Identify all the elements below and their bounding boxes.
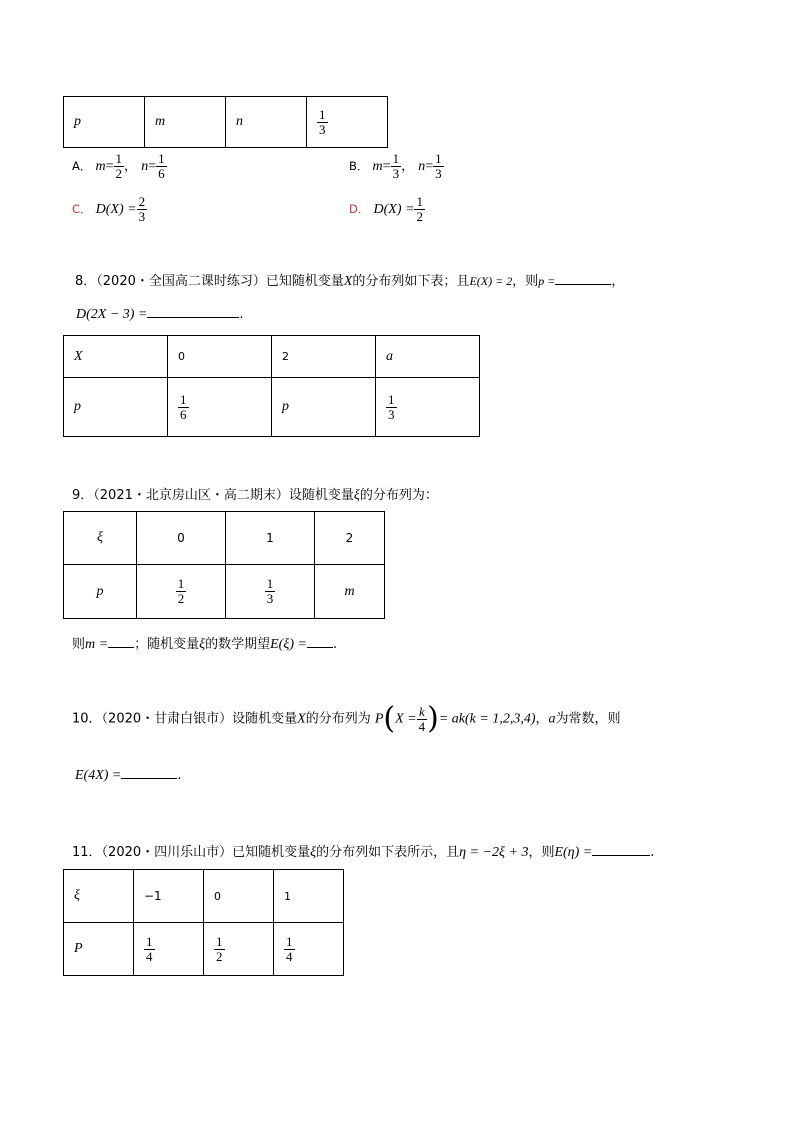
math-var: X bbox=[297, 711, 306, 727]
math-expr: D(X) = bbox=[373, 202, 415, 217]
math-var: a bbox=[548, 711, 556, 727]
cell-text: p bbox=[96, 583, 104, 599]
math-var: m bbox=[95, 159, 106, 174]
denominator: 3 bbox=[319, 121, 326, 137]
question-text: ， bbox=[535, 711, 549, 727]
numerator: 1 bbox=[216, 933, 223, 949]
question-9-answer bbox=[72, 633, 337, 653]
question-text: 的分布列如下表；且 bbox=[352, 274, 470, 289]
cell-text: p bbox=[74, 114, 81, 129]
math-eq: = bbox=[382, 159, 391, 174]
cell-text: 2 bbox=[282, 350, 289, 363]
question-8 bbox=[75, 270, 624, 290]
numerator: 1 bbox=[286, 933, 293, 949]
question-text: ，则 bbox=[528, 845, 555, 860]
q8-distribution-table bbox=[63, 335, 480, 437]
question-text: 11．（2020・四川乐山市）已知随机变量 bbox=[72, 845, 311, 860]
comma: ， bbox=[124, 159, 138, 174]
denominator: 2 bbox=[216, 948, 223, 964]
option-c[interactable] bbox=[72, 195, 147, 224]
denominator: 4 bbox=[146, 948, 153, 964]
option-d[interactable] bbox=[349, 195, 425, 224]
cell-text: X bbox=[74, 348, 83, 364]
fraction bbox=[114, 152, 125, 181]
table-cell bbox=[226, 97, 307, 148]
math-var: ξ bbox=[353, 488, 360, 503]
fraction bbox=[214, 935, 225, 964]
fraction bbox=[317, 108, 328, 137]
fraction bbox=[156, 152, 167, 181]
question-text: 10．（2020・甘肃白银市）设随机变量 bbox=[72, 711, 298, 727]
fraction bbox=[178, 393, 189, 422]
numerator: 1 bbox=[180, 391, 187, 407]
math-eq: = bbox=[105, 159, 114, 174]
cell-text: 2 bbox=[345, 530, 354, 545]
table-cell bbox=[307, 97, 388, 148]
question-text: 为常数，则 bbox=[555, 711, 621, 727]
fraction bbox=[284, 935, 295, 964]
denominator: 4 bbox=[418, 718, 426, 734]
math-var: X bbox=[343, 274, 353, 289]
question-text: 的分布列为 bbox=[305, 711, 371, 727]
cell-text: m bbox=[155, 114, 166, 129]
denominator: 6 bbox=[158, 166, 165, 181]
math-var: P bbox=[374, 711, 384, 727]
math-eq: = bbox=[425, 159, 434, 174]
denominator: 3 bbox=[138, 209, 146, 224]
table-cell bbox=[64, 923, 134, 976]
answer-blank[interactable] bbox=[108, 635, 134, 648]
denominator: 3 bbox=[435, 166, 442, 181]
denominator: 2 bbox=[416, 209, 423, 224]
fraction bbox=[144, 935, 155, 964]
answer-blank[interactable] bbox=[592, 843, 650, 856]
comma: ， bbox=[401, 159, 415, 174]
table-cell bbox=[315, 565, 385, 619]
cell-text: 0 bbox=[177, 530, 185, 545]
question-10 bbox=[72, 701, 621, 736]
question-text: . bbox=[239, 307, 244, 322]
math-expr: D(X) = bbox=[95, 202, 137, 217]
table-cell bbox=[64, 336, 168, 378]
denominator: 2 bbox=[115, 166, 123, 181]
denominator: 3 bbox=[392, 166, 400, 181]
math-var: m bbox=[372, 159, 383, 174]
math-expr: = ak(k = 1,2,3,4) bbox=[438, 711, 536, 727]
paren-right: ) bbox=[427, 701, 439, 736]
table-cell bbox=[226, 512, 315, 565]
cell-text: P bbox=[74, 941, 83, 956]
math-var: n bbox=[141, 159, 149, 174]
math-eq: = bbox=[148, 159, 157, 174]
cell-text: 0 bbox=[178, 350, 185, 363]
answer-blank[interactable] bbox=[147, 305, 239, 318]
table-cell bbox=[168, 378, 272, 437]
table-cell bbox=[376, 336, 480, 378]
numerator: 1 bbox=[388, 391, 395, 407]
answer-blank[interactable] bbox=[121, 766, 177, 779]
table-cell bbox=[315, 512, 385, 565]
question-text: ；随机变量 bbox=[134, 637, 200, 652]
cell-text: p bbox=[282, 399, 289, 414]
math-expr: E(X) = 2 bbox=[469, 274, 513, 288]
numerator: 1 bbox=[435, 151, 442, 166]
question-text: 的分布列为： bbox=[359, 488, 438, 503]
answer-blank[interactable] bbox=[307, 635, 333, 648]
cell-text: ξ bbox=[97, 530, 103, 545]
question-text: 8．（2020・全国高二课时练习）已知随机变量 bbox=[75, 274, 344, 289]
fraction bbox=[386, 393, 397, 422]
table-cell bbox=[274, 870, 344, 923]
fraction bbox=[433, 152, 444, 181]
math-var: ξ bbox=[310, 845, 317, 860]
question-9 bbox=[72, 484, 438, 504]
option-label: A． bbox=[72, 159, 92, 173]
table-cell bbox=[64, 565, 137, 619]
q9-distribution-table bbox=[63, 511, 385, 619]
denominator: 4 bbox=[286, 948, 293, 964]
cell-text: −1 bbox=[144, 888, 162, 903]
math-expr: η = −2ξ + 3 bbox=[459, 845, 529, 860]
option-b[interactable] bbox=[349, 152, 444, 181]
question-text: 的数学期望 bbox=[205, 637, 271, 652]
math-expr: m = bbox=[85, 637, 109, 652]
denominator: 2 bbox=[177, 591, 185, 606]
question-text: . bbox=[177, 768, 182, 783]
table-cell bbox=[137, 565, 226, 619]
math-expr: p = bbox=[538, 274, 556, 288]
option-a[interactable] bbox=[72, 152, 167, 181]
table-cell bbox=[137, 512, 226, 565]
cell-text: m bbox=[344, 583, 355, 599]
cell-text: p bbox=[74, 399, 81, 414]
cell-text: n bbox=[236, 114, 243, 129]
table-cell bbox=[145, 97, 226, 148]
question-text: 则 bbox=[72, 637, 86, 652]
cell-text: a bbox=[386, 348, 393, 364]
fraction bbox=[176, 577, 187, 606]
math-expr: D(2X − 3) = bbox=[76, 307, 148, 322]
question-text: ， bbox=[611, 274, 625, 289]
fraction bbox=[265, 577, 276, 606]
top-distribution-table bbox=[63, 96, 388, 148]
numerator: 1 bbox=[266, 576, 274, 591]
cell-text: ξ bbox=[74, 888, 80, 903]
numerator: 1 bbox=[158, 151, 165, 166]
table-cell bbox=[376, 378, 480, 437]
table-cell bbox=[226, 565, 315, 619]
numerator: 1 bbox=[416, 194, 423, 209]
denominator: 6 bbox=[180, 406, 187, 422]
math-var: n bbox=[418, 159, 426, 174]
fraction bbox=[417, 705, 428, 734]
paren-left: ( bbox=[383, 701, 396, 736]
numerator: 1 bbox=[392, 151, 400, 166]
option-label: C． bbox=[72, 202, 92, 216]
question-11 bbox=[72, 841, 654, 861]
question-text: 的分布列如下表所示，且 bbox=[316, 845, 460, 860]
fraction bbox=[137, 195, 148, 224]
denominator: 3 bbox=[266, 591, 274, 606]
q11-distribution-table bbox=[63, 869, 344, 976]
table-cell bbox=[64, 870, 134, 923]
math-expr: E(4X) = bbox=[75, 768, 122, 783]
math-expr: E(η) = bbox=[554, 845, 593, 860]
table-cell bbox=[204, 923, 274, 976]
numerator: 2 bbox=[138, 194, 146, 209]
fraction bbox=[414, 195, 425, 224]
table-cell bbox=[134, 870, 204, 923]
numerator: 1 bbox=[177, 576, 185, 591]
table-cell bbox=[168, 336, 272, 378]
math-expr: E(ξ) = bbox=[270, 637, 307, 652]
numerator: 1 bbox=[146, 933, 153, 949]
table-cell bbox=[274, 923, 344, 976]
cell-text: 1 bbox=[266, 530, 274, 545]
table-cell bbox=[64, 97, 145, 148]
math-expr: X = bbox=[395, 711, 417, 727]
question-text: 9．（2021・北京房山区・高二期末）设随机变量 bbox=[72, 488, 354, 503]
cell-text: 0 bbox=[214, 889, 221, 903]
cell-text: 1 bbox=[284, 889, 291, 903]
question-8-line2 bbox=[76, 305, 244, 323]
table-cell bbox=[64, 512, 137, 565]
answer-blank[interactable] bbox=[555, 272, 611, 285]
question-10-line2 bbox=[75, 766, 182, 784]
denominator: 3 bbox=[388, 406, 395, 422]
table-cell bbox=[204, 870, 274, 923]
table-cell bbox=[272, 336, 376, 378]
option-label: D． bbox=[349, 202, 370, 216]
math-var: ξ bbox=[199, 637, 206, 652]
table-cell bbox=[134, 923, 204, 976]
question-text: . bbox=[332, 637, 338, 652]
numerator: 1 bbox=[115, 151, 123, 166]
question-text: . bbox=[650, 845, 655, 860]
table-cell bbox=[272, 378, 376, 437]
question-text: ，则 bbox=[512, 274, 539, 289]
table-cell bbox=[64, 378, 168, 437]
option-label: B． bbox=[349, 159, 369, 173]
fraction bbox=[391, 152, 402, 181]
numerator: k bbox=[419, 703, 425, 719]
numerator: 1 bbox=[319, 106, 326, 122]
